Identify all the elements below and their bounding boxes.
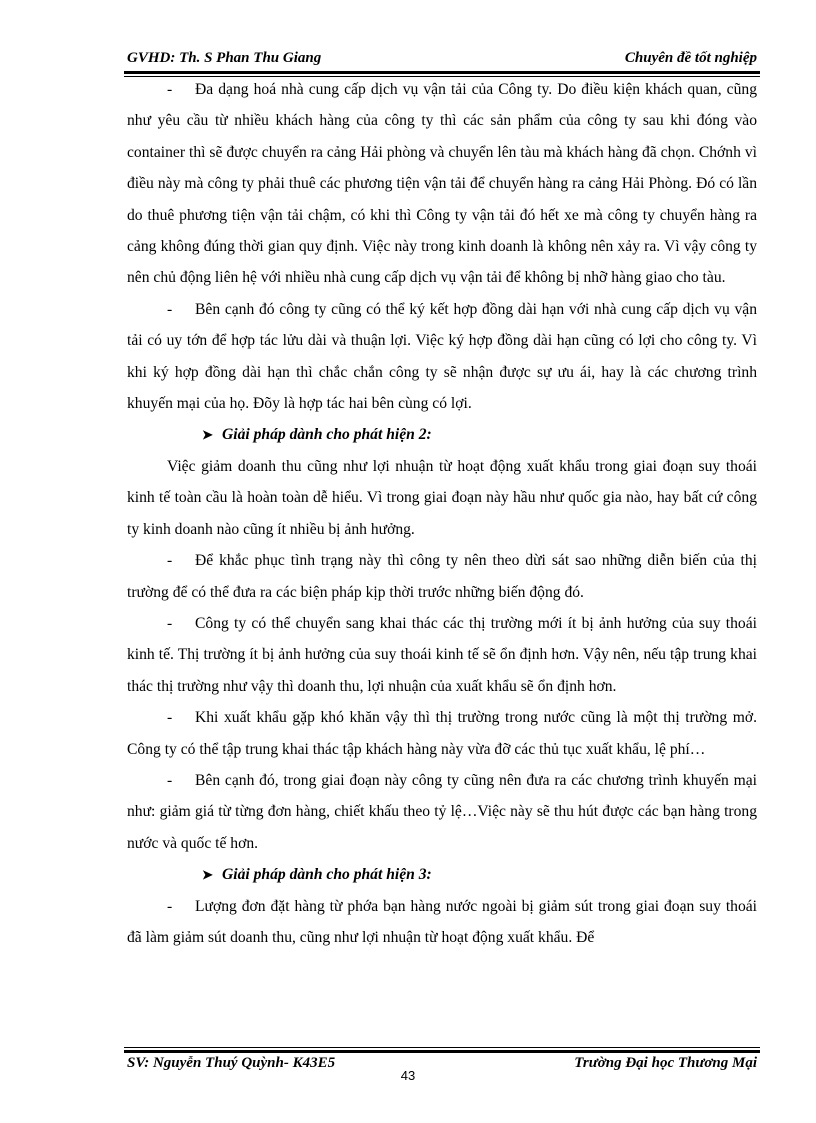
page-body xyxy=(127,74,757,953)
paragraph-2 xyxy=(127,294,757,420)
paragraph-5 xyxy=(127,608,757,702)
arrow-bullet-icon: ➤ xyxy=(202,427,213,443)
paragraph-8 xyxy=(127,891,757,954)
bullet-dash: - xyxy=(167,614,173,632)
paragraph-text: Lượng đơn đặt hàng từ phớa bạn hàng nước ngoài bị giảm sút trong giai đoạn suy thoái đã làm giảm sút doanh thu, cũng như lợi nhuận từ hoạt động xuất khẩu. Để xyxy=(127,897,757,946)
bullet-dash: - xyxy=(167,709,173,727)
bullet-dash: - xyxy=(167,897,173,915)
footer-university: Trường Đại học Thương Mại xyxy=(574,1055,757,1071)
paragraph-7 xyxy=(127,765,757,859)
page-header xyxy=(127,50,757,70)
paragraph-6 xyxy=(127,702,757,765)
paragraph-4 xyxy=(127,545,757,608)
paragraph-text: Khi xuất khẩu gặp khó khăn vậy thì thị trường trong nước cũng là một thị trường mở. Công ty có thể tập trung khai thác tập khách hàng này vừa đỡ các thủ tục xuất khẩu, lệ phí… xyxy=(127,709,757,758)
arrow-bullet-icon: ➤ xyxy=(202,867,213,883)
paragraph-1 xyxy=(127,74,757,294)
paragraph-text: Bên cạnh đó công ty cũng có thể ký kết hợp đồng dài hạn với nhà cung cấp dịch vụ vận tải có uy tớn để hợp tác lửu dài và thuận lợi. Việc ký hợp đồng dài hạn cũng có lợi cho công ty. Vì khi ký hợp đồng dài hạn thì chắc chắn công ty sẽ nhận được sự ưu ái, hay là các chương trình khuyến mại của họ. Đõy là hợp tác hai bên cùng có lợi. xyxy=(127,300,757,413)
bullet-dash: - xyxy=(167,552,173,570)
paragraph-text: Công ty có thể chuyển sang khai thác các thị trường mới ít bị ảnh hưởng của suy thoái kinh tế. Thị trường ít bị ảnh hưởng của suy thoái kinh tế sẽ ổn định hơn. Vậy nên, nếu tập trung khai thác thị trường như vậy thì doanh thu, lợi nhuận của xuất khẩu sẽ ổn định hơn. xyxy=(127,614,757,695)
bullet-dash: - xyxy=(167,771,173,789)
heading-text: Giải pháp dành cho phát hiện 2: xyxy=(222,426,432,444)
footer-rule-thin xyxy=(124,1047,760,1048)
footer-rule-thick xyxy=(124,1050,760,1053)
page-number: 43 xyxy=(400,1068,416,1083)
heading-text: Giải pháp dành cho phát hiện 3: xyxy=(222,866,432,884)
paragraph-text: Bên cạnh đó, trong giai đoạn này công ty cũng nên đưa ra các chương trình khuyến mại như: giảm giá từ từng đơn hàng, chiết khấu theo tỷ lệ…Việc này sẽ thu hút được các bạn hàng trong nước và quốc tế hơn. xyxy=(127,771,757,852)
section-heading-2 xyxy=(127,419,757,450)
bullet-dash: - xyxy=(167,300,173,318)
paragraph-text: Để khắc phục tình trạng này thì công ty nên theo dừi sát sao những diễn biến của thị trường để có thể đưa ra các biện pháp kịp thời trước những biến động đó. xyxy=(127,552,757,601)
bullet-dash: - xyxy=(167,81,173,98)
header-document-type: Chuyên đề tốt nghiệp xyxy=(624,50,757,66)
header-supervisor: GVHD: Th. S Phan Thu Giang xyxy=(127,50,322,66)
section-heading-3 xyxy=(127,859,757,890)
footer-student: SV: Nguyễn Thuý Quỳnh- K43E5 xyxy=(127,1055,336,1071)
paragraph-3: Việc giảm doanh thu cũng như lợi nhuận từ hoạt động xuất khẩu trong giai đoạn suy thoái kinh tế toàn cầu là hoàn toàn dễ hiểu. Vì trong giai đoạn này hầu như quốc gia nào, hay bất cứ công ty kinh doanh nào cũng ít nhiều bị ảnh hưởng. xyxy=(127,457,757,538)
paragraph-text: Đa dạng hoá nhà cung cấp dịch vụ vận tải của Công ty. Do điều kiện khách quan, cũng như yêu cầu từ nhiều khách hàng của công ty thì các sản phẩm của công ty sau khi đóng vào container thì sẽ được chuyển ra cảng Hải phòng và chuyển lên tàu mà khách hàng đã chọn. Chớnh vì điều này mà công ty phải thuê các phương tiện vận tải để chuyển hàng ra cảng Hải Phòng. Đó có lần do thuê phương tiện vận tải chậm, có khi thì Công ty vận tải đó hết xe mà công ty chuyển hàng ra cảng không đúng thời gian quy định. Việc này trong kinh doanh là không nên xảy ra. Vì vậy công ty nên chủ động liên hệ với nhiều nhà cung cấp dịch vụ vận tải để không bị nhỡ hàng giao cho tàu. xyxy=(127,81,757,287)
